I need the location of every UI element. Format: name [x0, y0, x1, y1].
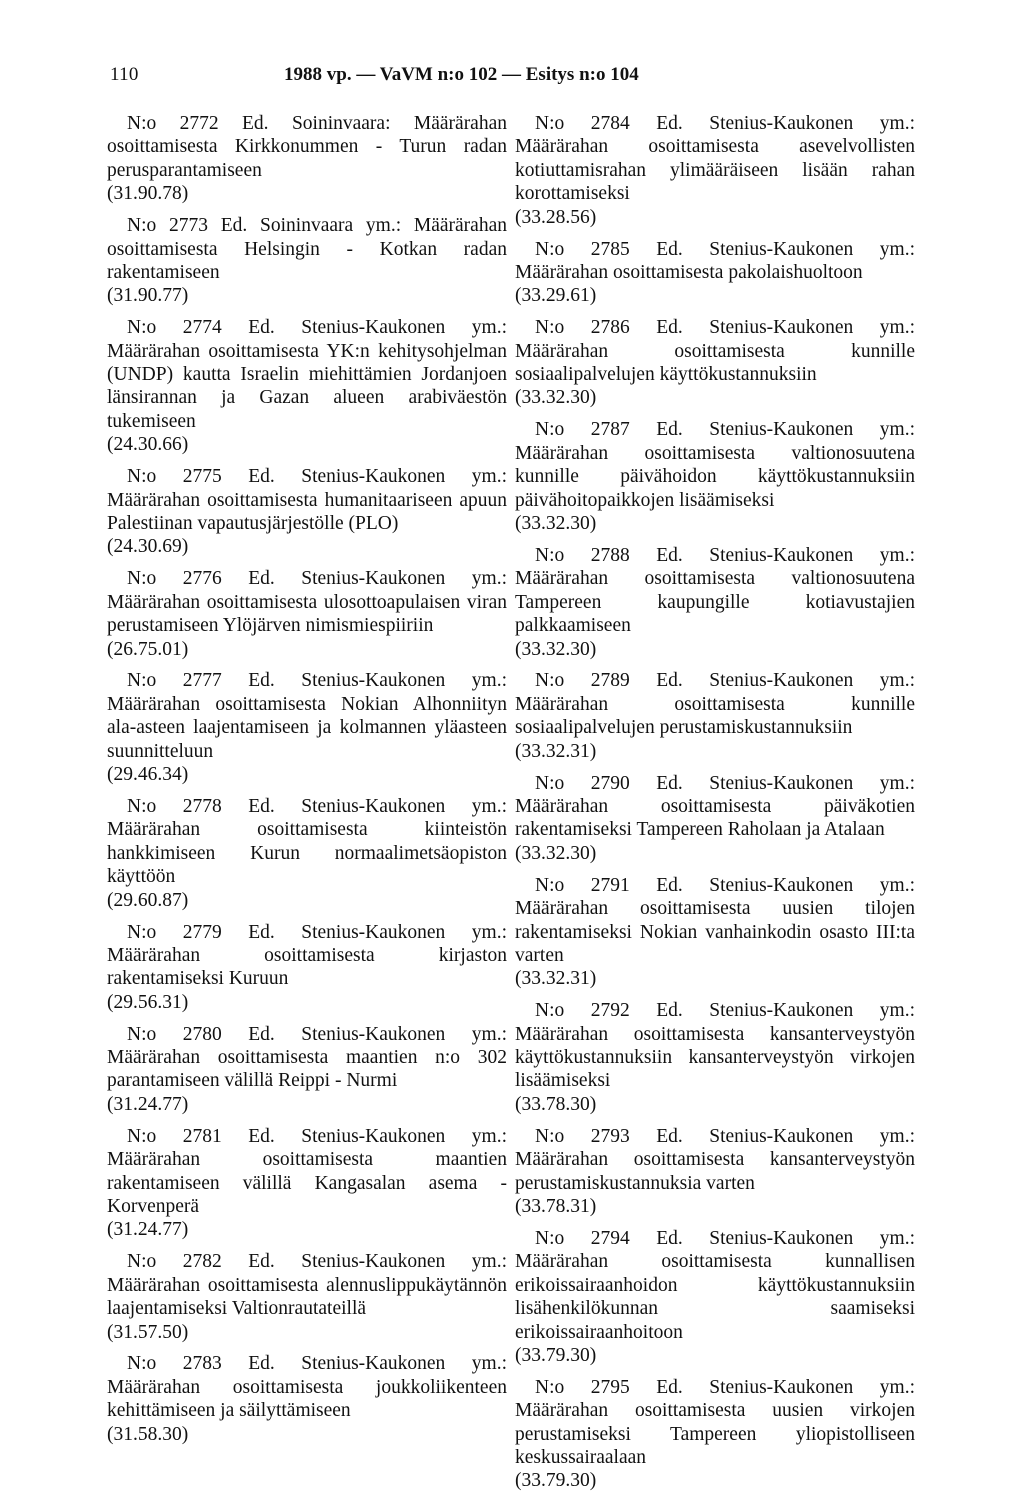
- list-item: [515, 316, 915, 410]
- entry-text: N:o 2784 Ed. Stenius-Kaukonen ym.: Määrärahan osoittamisesta asevelvollisten kotiuttamisrahan ylimääräiseen lisään rahan korottamiseksi: [515, 113, 915, 205]
- entry-code: (31.24.77): [107, 1093, 189, 1115]
- entry-text: N:o 2794 Ed. Stenius-Kaukonen ym.: Määrärahan osoittamisesta kunnallisen erikoissairaanhoidon käyttökustannuksiin lisähenkilökunnan saamiseksi erikoissairaanhoitoon: [515, 1227, 915, 1343]
- entry-text: N:o 2790 Ed. Stenius-Kaukonen ym.: Määrärahan osoittamisesta päiväkotien rakentamiseksi Tampereen Raholaan ja Atalaan: [515, 772, 915, 841]
- list-item: [515, 1227, 915, 1367]
- entry-code: (33.32.31): [515, 740, 597, 762]
- list-item: [107, 1250, 507, 1344]
- entry-text: N:o 2773 Ed. Soininvaara ym.: Määrärahan osoittamisesta Helsingin - Kotkan radan rakentamiseen: [107, 215, 507, 283]
- list-item: [107, 112, 507, 206]
- running-head: 1988 vp. — VaVM n:o 102 — Esitys n:o 104: [284, 64, 639, 85]
- entry-code: (33.28.56): [515, 206, 597, 228]
- list-item: [107, 1023, 507, 1117]
- entry-code: (29.56.31): [107, 991, 189, 1013]
- entry-text: N:o 2782 Ed. Stenius-Kaukonen ym.: Määrärahan osoittamisesta alennuslippukäytännön laajentamiseksi Valtionrautateillä: [107, 1251, 507, 1320]
- entry-text: N:o 2779 Ed. Stenius-Kaukonen ym.: Määrärahan osoittamisesta kirjaston rakentamiseksi Kuruun: [107, 921, 507, 990]
- entry-code: (31.24.77): [107, 1219, 189, 1241]
- list-item: [515, 1125, 915, 1219]
- list-item: [515, 669, 915, 763]
- page-number: 110: [110, 64, 139, 85]
- entry-text: N:o 2787 Ed. Stenius-Kaukonen ym.: Määrärahan osoittamisesta valtionosuutena kunnille päivähoidon käyttökustannuksiin päivähoitopaikkojen lisäämiseksi: [515, 419, 915, 511]
- entry-text: N:o 2792 Ed. Stenius-Kaukonen ym.: Määrärahan osoittamisesta kansanterveystyön käyttökustannuksiin kansanterveystyön virkojen lisäämiseksi: [515, 1000, 915, 1092]
- list-item: [107, 316, 507, 456]
- entry-code: (33.32.31): [515, 968, 597, 990]
- left-column: [107, 112, 507, 1455]
- entry-code: (33.78.30): [515, 1093, 597, 1115]
- list-item: [107, 1352, 507, 1446]
- entry-text: N:o 2783 Ed. Stenius-Kaukonen ym.: Määrärahan osoittamisesta joukkoliikenteen kehittämiseen ja säilyttämiseen: [107, 1353, 507, 1422]
- entry-code: (24.30.66): [107, 434, 189, 456]
- entry-text: N:o 2774 Ed. Stenius-Kaukonen ym.: Määrärahan osoittamisesta YK:n kehitysohjelman (UNDP) kautta Israelin miehittämien Jordanjoen länsirannan ja Gazan alueen arabiväestön tukemiseen: [107, 317, 507, 432]
- list-item: [515, 418, 915, 535]
- entry-code: (33.32.30): [515, 842, 597, 864]
- entry-text: N:o 2786 Ed. Stenius-Kaukonen ym.: Määrärahan osoittamisesta kunnille sosiaalipalvelujen käyttökustannuksiin: [515, 317, 915, 386]
- entry-text: N:o 2793 Ed. Stenius-Kaukonen ym.: Määrärahan osoittamisesta kansanterveystyön perustamiskustannuksia varten: [515, 1125, 915, 1194]
- entry-code: (31.58.30): [107, 1423, 189, 1445]
- entry-code: (26.75.01): [107, 638, 189, 660]
- list-item: [515, 544, 915, 661]
- list-item: [107, 669, 507, 786]
- entry-text: N:o 2776 Ed. Stenius-Kaukonen ym.: Määrärahan osoittamisesta ulosottoapulaisen viran perustamiseen Ylöjärven nimismiespiiriin: [107, 568, 507, 637]
- list-item: [515, 1376, 915, 1493]
- list-item: [515, 874, 915, 991]
- entry-text: N:o 2785 Ed. Stenius-Kaukonen ym.: Määrärahan osoittamisesta pakolaishuoltoon: [515, 238, 915, 283]
- list-item: [515, 772, 915, 866]
- entry-code: (33.32.30): [515, 387, 597, 409]
- entry-text: N:o 2772 Ed. Soininvaara: Määrärahan osoittamisesta Kirkkonummen - Turun radan perusparantamiseen: [107, 113, 507, 181]
- entry-text: N:o 2791 Ed. Stenius-Kaukonen ym.: Määrärahan osoittamisesta uusien tilojen rakentamiseksi Nokian vanhainkodin osasto III:ta varten: [515, 874, 915, 966]
- page-header: [0, 64, 1024, 86]
- entry-text: N:o 2778 Ed. Stenius-Kaukonen ym.: Määrärahan osoittamisesta kiinteistön hankkimiseen Kurun normaalimetsäopiston käyttöön: [107, 795, 507, 888]
- entry-code: (29.60.87): [107, 889, 189, 911]
- entry-code: (29.46.34): [107, 764, 189, 786]
- entry-code: (33.79.30): [515, 1470, 597, 1492]
- entry-code: (31.90.78): [107, 183, 189, 205]
- entry-text: N:o 2788 Ed. Stenius-Kaukonen ym.: Määrärahan osoittamisesta valtionosuutena Tampereen kaupungille kotiavustajien palkkaamiseen: [515, 544, 915, 637]
- list-item: [107, 921, 507, 1015]
- entry-text: N:o 2780 Ed. Stenius-Kaukonen ym.: Määrärahan osoittamisesta maantien n:o 302 parantamiseen välillä Reippi - Nurmi: [107, 1023, 507, 1092]
- list-item: [515, 238, 915, 308]
- list-item: [107, 567, 507, 661]
- list-item: [107, 214, 507, 308]
- list-item: [515, 112, 915, 229]
- list-item: [107, 1125, 507, 1242]
- entry-code: (31.90.77): [107, 285, 189, 307]
- entry-text: N:o 2781 Ed. Stenius-Kaukonen ym.: Määrärahan osoittamisesta maantien rakentamiseen välillä Kangasalan asema - Korvenperä: [107, 1125, 507, 1217]
- list-item: [107, 795, 507, 912]
- list-item: [107, 465, 507, 559]
- list-item: [515, 999, 915, 1116]
- right-column: [515, 112, 915, 1501]
- entry-code: (24.30.69): [107, 536, 189, 558]
- entry-code: (33.32.30): [515, 513, 597, 534]
- entry-text: N:o 2795 Ed. Stenius-Kaukonen ym.: Määrärahan osoittamisesta uusien virkojen perustamiseksi Tampereen yliopistolliseen keskussairaalaan: [515, 1376, 915, 1469]
- entry-text: N:o 2775 Ed. Stenius-Kaukonen ym.: Määrärahan osoittamisesta humanitaariseen apuun Palestiinan vapautusjärjestölle (PLO): [107, 466, 507, 534]
- entry-text: N:o 2777 Ed. Stenius-Kaukonen ym.: Määrärahan osoittamisesta Nokian Alhonniityn ala-asteen laajentamiseen ja kolmannen yläasteen suunnitteluun: [107, 670, 507, 762]
- entry-code: (33.79.30): [515, 1344, 597, 1366]
- entry-code: (33.29.61): [515, 285, 597, 307]
- entry-text: N:o 2789 Ed. Stenius-Kaukonen ym.: Määrärahan osoittamisesta kunnille sosiaalipalvelujen perustamiskustannuksiin: [515, 670, 915, 739]
- entry-code: (33.32.30): [515, 638, 597, 660]
- entry-code: (33.78.31): [515, 1195, 597, 1217]
- entry-code: (31.57.50): [107, 1321, 189, 1343]
